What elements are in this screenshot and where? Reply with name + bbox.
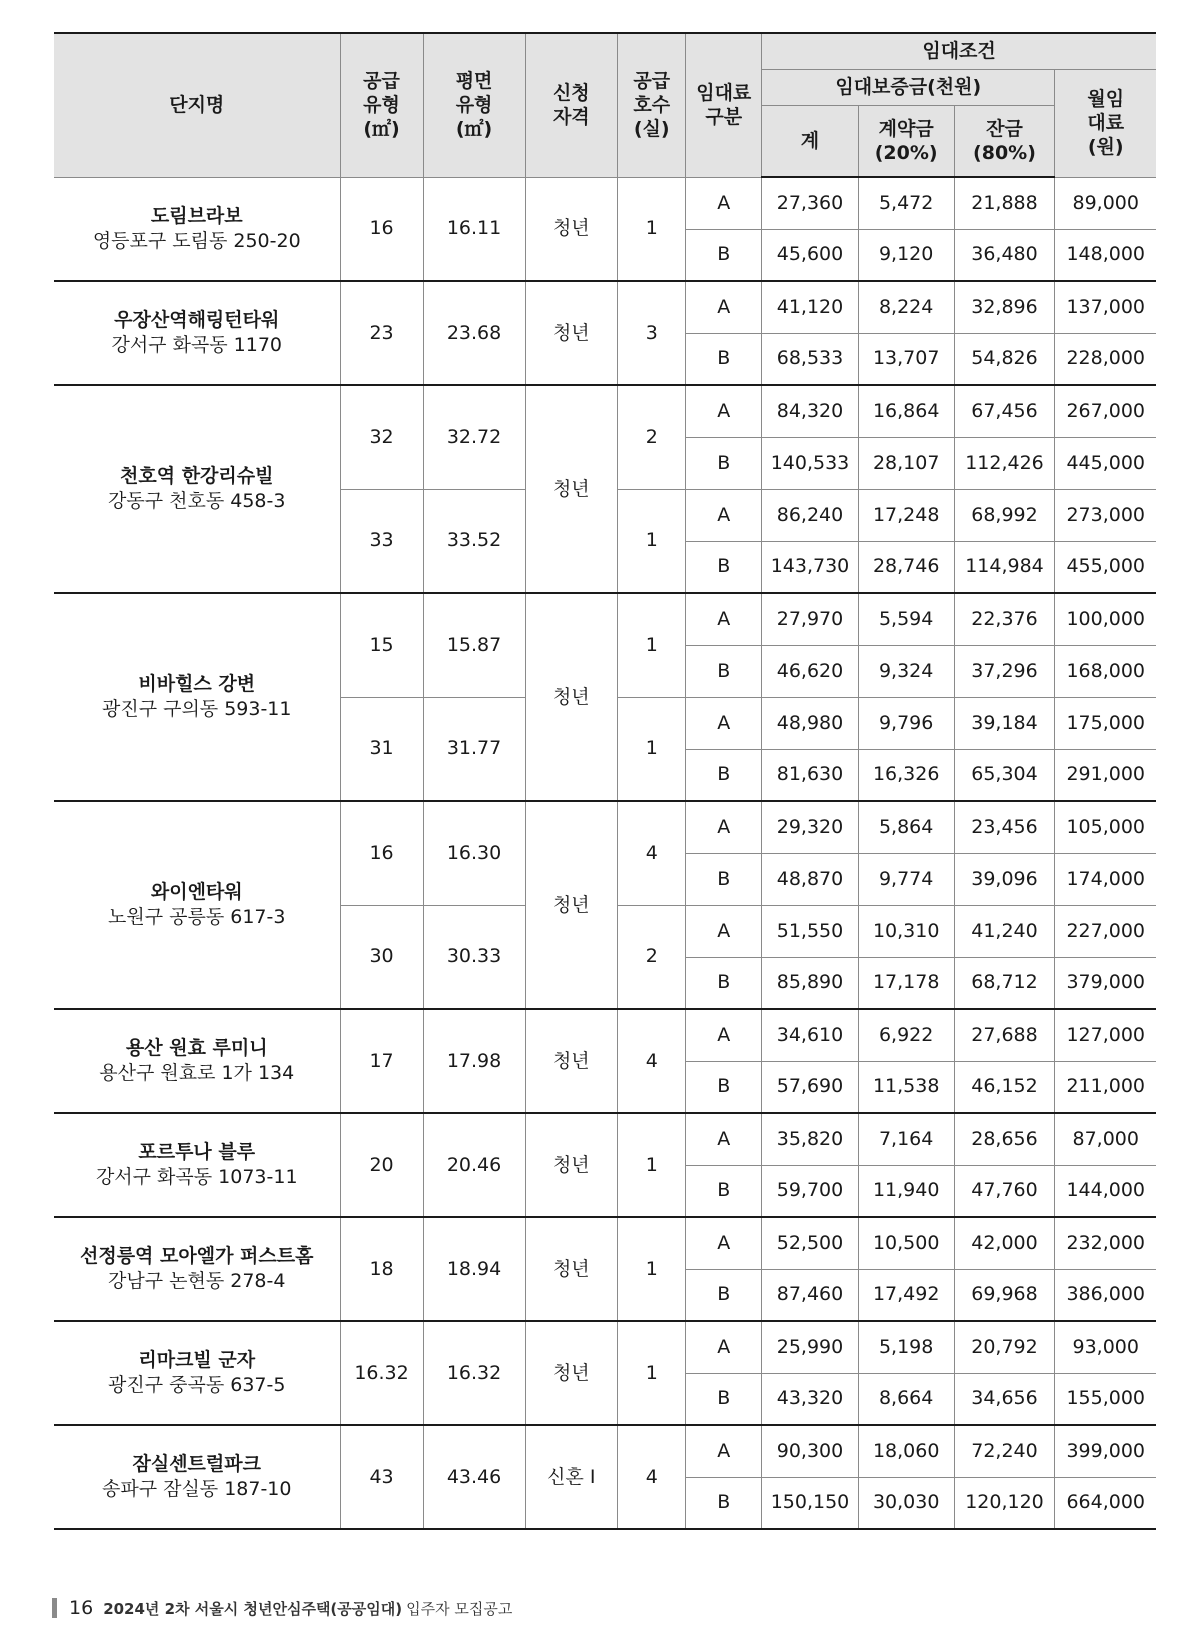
complex-cell xyxy=(54,1009,340,1113)
table-row xyxy=(54,1009,1156,1061)
supply-type-cell: 16 xyxy=(340,177,423,281)
rent-class-cell: A xyxy=(686,697,762,749)
monthly-rent-cell: 211,000 xyxy=(1055,1061,1156,1113)
rent-class-cell: B xyxy=(686,1477,762,1529)
supply-type-cell: 17 xyxy=(340,1009,423,1113)
balance-cell: 46,152 xyxy=(954,1061,1055,1113)
monthly-rent-cell: 386,000 xyxy=(1055,1269,1156,1321)
complex-cell xyxy=(54,1321,340,1425)
complex-name: 와이엔타워 xyxy=(150,881,243,903)
table-row xyxy=(54,281,1156,333)
down-payment-cell: 5,864 xyxy=(858,801,954,853)
rent-class-cell: A xyxy=(686,1217,762,1269)
rent-class-cell: B xyxy=(686,1373,762,1425)
eligibility-cell: 청년 xyxy=(525,177,618,281)
monthly-rent-cell: 267,000 xyxy=(1055,385,1156,437)
rent-class-cell: A xyxy=(686,593,762,645)
area-type-cell: 15.87 xyxy=(423,593,525,697)
header-units: 공급 호수 (실) xyxy=(618,33,686,177)
balance-cell: 27,688 xyxy=(954,1009,1055,1061)
table-header xyxy=(54,33,1156,177)
monthly-rent-cell: 232,000 xyxy=(1055,1217,1156,1269)
area-type-cell: 31.77 xyxy=(423,697,525,801)
deposit-total-cell: 86,240 xyxy=(762,489,859,541)
rent-class-cell: A xyxy=(686,1321,762,1373)
table-row xyxy=(54,385,1156,437)
supply-type-cell: 23 xyxy=(340,281,423,385)
table-row xyxy=(54,177,1156,229)
balance-cell: 36,480 xyxy=(954,229,1055,281)
units-cell: 3 xyxy=(618,281,686,385)
monthly-rent-cell: 155,000 xyxy=(1055,1373,1156,1425)
balance-cell: 23,456 xyxy=(954,801,1055,853)
supply-type-cell: 30 xyxy=(340,905,423,1009)
monthly-rent-cell: 228,000 xyxy=(1055,333,1156,385)
complex-address: 강서구 화곡동 1073-11 xyxy=(95,1166,298,1188)
complex-cell xyxy=(54,281,340,385)
supply-type-cell: 31 xyxy=(340,697,423,801)
deposit-total-cell: 81,630 xyxy=(762,749,859,801)
deposit-total-cell: 27,970 xyxy=(762,593,859,645)
units-cell: 1 xyxy=(618,697,686,801)
balance-cell: 47,760 xyxy=(954,1165,1055,1217)
table-row xyxy=(54,801,1156,853)
monthly-rent-cell: 445,000 xyxy=(1055,437,1156,489)
deposit-total-cell: 84,320 xyxy=(762,385,859,437)
deposit-total-cell: 48,980 xyxy=(762,697,859,749)
complex-cell xyxy=(54,385,340,593)
page-number: 16 xyxy=(69,1597,94,1619)
units-cell: 4 xyxy=(618,1425,686,1529)
units-cell: 2 xyxy=(618,385,686,489)
header-conditions: 임대조건 xyxy=(762,33,1156,69)
header-deposit-total: 계 xyxy=(762,105,859,177)
balance-cell: 39,096 xyxy=(954,853,1055,905)
complex-address: 용산구 원효로 1가 134 xyxy=(99,1062,295,1084)
deposit-total-cell: 35,820 xyxy=(762,1113,859,1165)
rent-class-cell: A xyxy=(686,281,762,333)
rent-class-cell: B xyxy=(686,541,762,593)
area-type-cell: 16.30 xyxy=(423,801,525,905)
monthly-rent-cell: 137,000 xyxy=(1055,281,1156,333)
complex-name: 천호역 한강리슈빌 xyxy=(120,465,274,487)
balance-cell: 67,456 xyxy=(954,385,1055,437)
complex-name: 용산 원효 루미니 xyxy=(125,1037,268,1059)
deposit-total-cell: 87,460 xyxy=(762,1269,859,1321)
table-row xyxy=(54,1425,1156,1477)
supply-type-cell: 33 xyxy=(340,489,423,593)
deposit-total-cell: 29,320 xyxy=(762,801,859,853)
balance-cell: 120,120 xyxy=(954,1477,1055,1529)
rent-conditions-table xyxy=(54,32,1156,1530)
area-type-cell: 16.32 xyxy=(423,1321,525,1425)
down-payment-cell: 8,224 xyxy=(858,281,954,333)
complex-cell xyxy=(54,1217,340,1321)
complex-name: 도림브라보 xyxy=(150,204,243,227)
complex-name: 리마크빌 군자 xyxy=(138,1349,256,1371)
units-cell: 4 xyxy=(618,1009,686,1113)
balance-cell: 72,240 xyxy=(954,1425,1055,1477)
area-type-cell: 33.52 xyxy=(423,489,525,593)
area-type-cell: 43.46 xyxy=(423,1425,525,1529)
deposit-total-cell: 52,500 xyxy=(762,1217,859,1269)
rent-class-cell: B xyxy=(686,1269,762,1321)
monthly-rent-cell: 168,000 xyxy=(1055,645,1156,697)
eligibility-cell: 청년 xyxy=(525,1009,618,1113)
rent-class-cell: A xyxy=(686,385,762,437)
rent-class-cell: B xyxy=(686,749,762,801)
deposit-total-cell: 150,150 xyxy=(762,1477,859,1529)
rent-class-cell: B xyxy=(686,1061,762,1113)
rent-class-cell: A xyxy=(686,1009,762,1061)
balance-cell: 68,712 xyxy=(954,957,1055,1009)
rent-class-cell: A xyxy=(686,905,762,957)
header-complex: 단지명 xyxy=(54,33,340,177)
monthly-rent-cell: 144,000 xyxy=(1055,1165,1156,1217)
down-payment-cell: 7,164 xyxy=(858,1113,954,1165)
eligibility-cell: 청년 xyxy=(525,1217,618,1321)
down-payment-cell: 8,664 xyxy=(858,1373,954,1425)
supply-type-cell: 16.32 xyxy=(340,1321,423,1425)
down-payment-cell: 30,030 xyxy=(858,1477,954,1529)
header-eligibility: 신청 자격 xyxy=(525,33,618,177)
monthly-rent-cell: 664,000 xyxy=(1055,1477,1156,1529)
table-row xyxy=(54,1113,1156,1165)
supply-type-cell: 32 xyxy=(340,385,423,489)
footer-subtitle: 입주자 모집공고 xyxy=(406,1599,513,1618)
down-payment-cell: 17,492 xyxy=(858,1269,954,1321)
complex-cell xyxy=(54,593,340,801)
supply-type-cell: 18 xyxy=(340,1217,423,1321)
monthly-rent-cell: 100,000 xyxy=(1055,593,1156,645)
eligibility-cell: 청년 xyxy=(525,281,618,385)
eligibility-cell: 청년 xyxy=(525,801,618,1009)
down-payment-cell: 10,500 xyxy=(858,1217,954,1269)
complex-address: 송파구 잠실동 187-10 xyxy=(101,1478,292,1500)
down-payment-cell: 5,594 xyxy=(858,593,954,645)
units-cell: 1 xyxy=(618,1113,686,1217)
monthly-rent-cell: 89,000 xyxy=(1055,177,1156,229)
supply-type-cell: 15 xyxy=(340,593,423,697)
footer-title: 2024년 2차 서울시 청년안심주택(공공임대) xyxy=(103,1599,403,1618)
complex-cell xyxy=(54,1425,340,1529)
complex-address: 영등포구 도림동 250-20 xyxy=(92,229,301,252)
balance-cell: 39,184 xyxy=(954,697,1055,749)
balance-cell: 37,296 xyxy=(954,645,1055,697)
down-payment-cell: 16,326 xyxy=(858,749,954,801)
complex-name: 포르투나 블루 xyxy=(138,1141,256,1163)
down-payment-cell: 9,796 xyxy=(858,697,954,749)
header-rent-class: 임대료 구분 xyxy=(686,33,762,177)
units-cell: 1 xyxy=(618,1217,686,1321)
deposit-total-cell: 43,320 xyxy=(762,1373,859,1425)
deposit-total-cell: 41,120 xyxy=(762,281,859,333)
deposit-total-cell: 46,620 xyxy=(762,645,859,697)
down-payment-cell: 16,864 xyxy=(858,385,954,437)
monthly-rent-cell: 379,000 xyxy=(1055,957,1156,1009)
area-type-cell: 17.98 xyxy=(423,1009,525,1113)
complex-name: 우장산역해링턴타워 xyxy=(114,309,280,331)
complex-name: 잠실센트럴파크 xyxy=(132,1453,261,1475)
header-monthly-rent: 월임 대료 (원) xyxy=(1055,69,1156,177)
deposit-total-cell: 85,890 xyxy=(762,957,859,1009)
down-payment-cell: 9,774 xyxy=(858,853,954,905)
units-cell: 1 xyxy=(618,1321,686,1425)
balance-cell: 34,656 xyxy=(954,1373,1055,1425)
header-supply-type: 공급 유형 (㎡) xyxy=(340,33,423,177)
eligibility-cell: 청년 xyxy=(525,1321,618,1425)
monthly-rent-cell: 174,000 xyxy=(1055,853,1156,905)
rent-class-cell: B xyxy=(686,645,762,697)
monthly-rent-cell: 455,000 xyxy=(1055,541,1156,593)
complex-cell xyxy=(54,177,340,281)
units-cell: 4 xyxy=(618,801,686,905)
balance-cell: 68,992 xyxy=(954,489,1055,541)
down-payment-cell: 28,746 xyxy=(858,541,954,593)
monthly-rent-cell: 399,000 xyxy=(1055,1425,1156,1477)
rent-class-cell: B xyxy=(686,1165,762,1217)
table-body xyxy=(54,177,1156,1529)
header-balance: 잔금 (80%) xyxy=(954,105,1055,177)
footer-bar xyxy=(52,1598,57,1618)
complex-address: 광진구 중곡동 637-5 xyxy=(108,1374,286,1396)
table-row xyxy=(54,1321,1156,1373)
area-type-cell: 16.11 xyxy=(423,177,525,281)
rent-class-cell: B xyxy=(686,437,762,489)
header-area-type: 평면 유형 (㎡) xyxy=(423,33,525,177)
down-payment-cell: 9,324 xyxy=(858,645,954,697)
monthly-rent-cell: 93,000 xyxy=(1055,1321,1156,1373)
complex-address: 광진구 구의동 593-11 xyxy=(101,698,292,720)
complex-address: 노원구 공릉동 617-3 xyxy=(108,906,286,928)
balance-cell: 32,896 xyxy=(954,281,1055,333)
supply-type-cell: 20 xyxy=(340,1113,423,1217)
down-payment-cell: 17,248 xyxy=(858,489,954,541)
down-payment-cell: 28,107 xyxy=(858,437,954,489)
page-footer xyxy=(52,1597,512,1619)
balance-cell: 22,376 xyxy=(954,593,1055,645)
units-cell: 1 xyxy=(618,489,686,593)
eligibility-cell: 청년 xyxy=(525,385,618,593)
balance-cell: 65,304 xyxy=(954,749,1055,801)
rent-class-cell: B xyxy=(686,957,762,1009)
down-payment-cell: 6,922 xyxy=(858,1009,954,1061)
deposit-total-cell: 57,690 xyxy=(762,1061,859,1113)
eligibility-cell: 청년 xyxy=(525,593,618,801)
rent-class-cell: A xyxy=(686,489,762,541)
rent-class-cell: A xyxy=(686,177,762,229)
complex-name: 비바힐스 강변 xyxy=(138,673,256,695)
deposit-total-cell: 48,870 xyxy=(762,853,859,905)
rent-class-cell: B xyxy=(686,333,762,385)
header-deposit: 임대보증금(천원) xyxy=(762,69,1055,105)
down-payment-cell: 11,940 xyxy=(858,1165,954,1217)
deposit-total-cell: 25,990 xyxy=(762,1321,859,1373)
units-cell: 2 xyxy=(618,905,686,1009)
area-type-cell: 30.33 xyxy=(423,905,525,1009)
deposit-total-cell: 140,533 xyxy=(762,437,859,489)
balance-cell: 41,240 xyxy=(954,905,1055,957)
monthly-rent-cell: 227,000 xyxy=(1055,905,1156,957)
area-type-cell: 20.46 xyxy=(423,1113,525,1217)
monthly-rent-cell: 273,000 xyxy=(1055,489,1156,541)
units-cell: 1 xyxy=(618,593,686,697)
rent-class-cell: B xyxy=(686,853,762,905)
rent-class-cell: B xyxy=(686,229,762,281)
balance-cell: 69,968 xyxy=(954,1269,1055,1321)
deposit-total-cell: 68,533 xyxy=(762,333,859,385)
deposit-total-cell: 143,730 xyxy=(762,541,859,593)
rent-class-cell: A xyxy=(686,801,762,853)
monthly-rent-cell: 175,000 xyxy=(1055,697,1156,749)
header-down-payment: 계약금 (20%) xyxy=(858,105,954,177)
down-payment-cell: 5,472 xyxy=(858,177,954,229)
complex-cell xyxy=(54,801,340,1009)
deposit-total-cell: 27,360 xyxy=(762,177,859,229)
units-cell: 1 xyxy=(618,177,686,281)
eligibility-cell: 청년 xyxy=(525,1113,618,1217)
down-payment-cell: 9,120 xyxy=(858,229,954,281)
area-type-cell: 18.94 xyxy=(423,1217,525,1321)
monthly-rent-cell: 148,000 xyxy=(1055,229,1156,281)
down-payment-cell: 13,707 xyxy=(858,333,954,385)
deposit-total-cell: 45,600 xyxy=(762,229,859,281)
balance-cell: 112,426 xyxy=(954,437,1055,489)
balance-cell: 21,888 xyxy=(954,177,1055,229)
eligibility-cell: 신혼 I xyxy=(525,1425,618,1529)
area-type-cell: 32.72 xyxy=(423,385,525,489)
supply-type-cell: 16 xyxy=(340,801,423,905)
area-type-cell: 23.68 xyxy=(423,281,525,385)
deposit-total-cell: 34,610 xyxy=(762,1009,859,1061)
monthly-rent-cell: 291,000 xyxy=(1055,749,1156,801)
complex-address: 강서구 화곡동 1170 xyxy=(111,334,283,356)
monthly-rent-cell: 105,000 xyxy=(1055,801,1156,853)
balance-cell: 20,792 xyxy=(954,1321,1055,1373)
balance-cell: 114,984 xyxy=(954,541,1055,593)
deposit-total-cell: 90,300 xyxy=(762,1425,859,1477)
rent-class-cell: A xyxy=(686,1425,762,1477)
down-payment-cell: 10,310 xyxy=(858,905,954,957)
down-payment-cell: 18,060 xyxy=(858,1425,954,1477)
complex-name: 선정릉역 모아엘가 퍼스트홈 xyxy=(80,1245,314,1267)
monthly-rent-cell: 127,000 xyxy=(1055,1009,1156,1061)
table-row xyxy=(54,1217,1156,1269)
complex-address: 강동구 천호동 458-3 xyxy=(108,490,286,512)
supply-type-cell: 43 xyxy=(340,1425,423,1529)
down-payment-cell: 11,538 xyxy=(858,1061,954,1113)
rent-class-cell: A xyxy=(686,1113,762,1165)
deposit-total-cell: 59,700 xyxy=(762,1165,859,1217)
complex-cell xyxy=(54,1113,340,1217)
down-payment-cell: 17,178 xyxy=(858,957,954,1009)
deposit-total-cell: 51,550 xyxy=(762,905,859,957)
balance-cell: 54,826 xyxy=(954,333,1055,385)
balance-cell: 42,000 xyxy=(954,1217,1055,1269)
table-row xyxy=(54,593,1156,645)
monthly-rent-cell: 87,000 xyxy=(1055,1113,1156,1165)
complex-address: 강남구 논현동 278-4 xyxy=(108,1270,286,1292)
down-payment-cell: 5,198 xyxy=(858,1321,954,1373)
balance-cell: 28,656 xyxy=(954,1113,1055,1165)
